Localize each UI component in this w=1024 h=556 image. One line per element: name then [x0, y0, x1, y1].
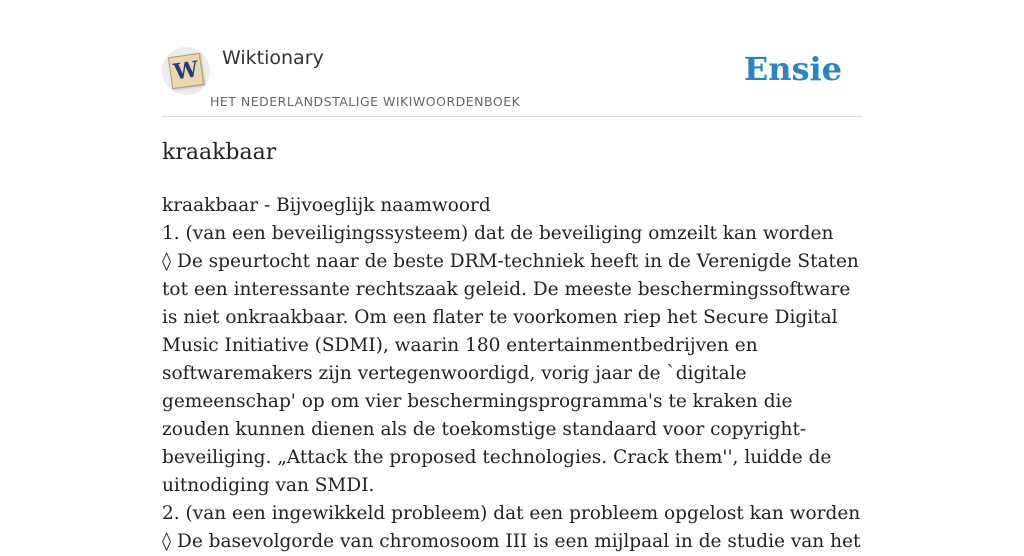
ensie-brand-logo[interactable]: Ensie	[743, 50, 842, 88]
wiktionary-logo[interactable]	[162, 47, 210, 95]
logo-tile-icon: W	[168, 53, 204, 89]
sense-1: 1. (van een beveiligingssysteem) dat de beveiliging omzeilt kan worden	[162, 223, 834, 244]
site-name[interactable]: Wiktionary	[222, 47, 324, 69]
sense-2: 2. (van een ingewikkeld probleem) dat een probleem opgelost kan worden	[162, 503, 861, 524]
entry-content	[162, 192, 862, 556]
entry-title: kraakbaar	[162, 140, 277, 165]
site-subtitle: HET NEDERLANDSTALIGE WIKIWOORDENBOEK	[210, 94, 521, 109]
part-of-speech-line: kraakbaar - Bijvoeglijk naamwoord	[162, 195, 491, 216]
example-1: ◊ De speurtocht naar de beste DRM-techniek heeft in de Verenigde Staten tot een interessante rechtszaak geleid. De meeste beschermingssoftware is niet onkraakbaar. Om een flater te voorkomen riep het Secure Digital Music Initiative (SDMI), waarin 180 entertainmentbedrijven en softwaremakers zijn vertegenwoordigd, vorig jaar de `digitale gemeenschap' op om vier beschermingsprogramma's te kraken die zouden kunnen dienen als de toekomstige standaard voor copyright-beveiliging. „Attack the proposed technologies. Crack them'', luidde de uitnodiging van SMDI.	[162, 251, 859, 496]
site-header	[162, 44, 862, 117]
example-2: ◊ De basevolgorde van chromosoom III is een mijlpaal in de studie van het	[162, 531, 861, 552]
